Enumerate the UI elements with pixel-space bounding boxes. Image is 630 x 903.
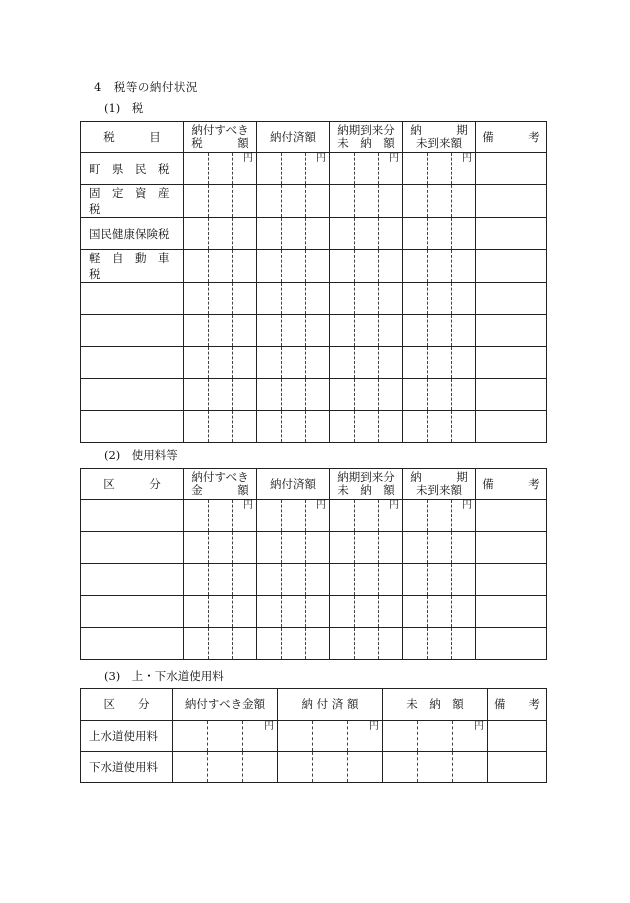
digit-divider bbox=[378, 283, 379, 314]
digit-divider bbox=[281, 628, 282, 659]
yen-unit: 円 bbox=[462, 500, 472, 511]
amount-cell[interactable] bbox=[184, 379, 257, 411]
section3-title: (3) 上・下水道使用料 bbox=[104, 669, 224, 683]
digit-divider bbox=[451, 283, 452, 314]
yen-unit: 円 bbox=[316, 500, 326, 511]
amount-cell[interactable] bbox=[184, 411, 257, 443]
digit-divider bbox=[427, 185, 428, 217]
digit-divider bbox=[305, 185, 306, 217]
digit-divider bbox=[451, 411, 452, 442]
row-label: 固 定 資 産 税 bbox=[81, 185, 184, 218]
digit-divider bbox=[354, 250, 355, 282]
digit-divider bbox=[281, 411, 282, 442]
row-label bbox=[81, 596, 184, 628]
digit-divider bbox=[452, 752, 453, 782]
header-overdue-unpaid: 納期到来分 未 納 額 bbox=[330, 469, 403, 500]
amount-cell[interactable] bbox=[184, 500, 257, 532]
digit-divider bbox=[312, 752, 313, 782]
amount-cell[interactable] bbox=[257, 628, 330, 660]
amount-cell[interactable] bbox=[184, 532, 257, 564]
yen-unit: 円 bbox=[389, 500, 399, 511]
digit-divider bbox=[427, 628, 428, 659]
digit-divider bbox=[427, 315, 428, 346]
table-row bbox=[81, 250, 547, 283]
row-label bbox=[81, 283, 184, 315]
yen-unit: 円 bbox=[243, 153, 253, 164]
table-row bbox=[81, 218, 547, 250]
yen-unit: 円 bbox=[243, 500, 253, 511]
section2-title: (2) 使用料等 bbox=[104, 448, 178, 462]
amount-cell[interactable] bbox=[403, 500, 476, 532]
digit-divider bbox=[312, 721, 313, 751]
digit-divider bbox=[305, 564, 306, 595]
digit-divider bbox=[232, 283, 233, 314]
digit-divider bbox=[347, 752, 348, 782]
remarks-cell[interactable] bbox=[476, 564, 547, 596]
table-row bbox=[81, 752, 547, 783]
digit-divider bbox=[427, 411, 428, 442]
amount-cell[interactable] bbox=[184, 628, 257, 660]
table-row bbox=[81, 500, 547, 532]
digit-divider bbox=[354, 315, 355, 346]
table-row bbox=[81, 628, 547, 660]
amount-cell[interactable] bbox=[257, 185, 330, 218]
amount-cell[interactable] bbox=[330, 532, 403, 564]
amount-cell[interactable] bbox=[257, 347, 330, 379]
digit-divider bbox=[305, 628, 306, 659]
amount-cell[interactable] bbox=[403, 250, 476, 283]
row-label bbox=[81, 411, 184, 443]
amount-cell[interactable] bbox=[278, 752, 383, 783]
table-row bbox=[81, 379, 547, 411]
digit-divider bbox=[208, 596, 209, 627]
digit-divider bbox=[305, 283, 306, 314]
digit-divider bbox=[281, 283, 282, 314]
digit-divider bbox=[417, 752, 418, 782]
digit-divider bbox=[232, 628, 233, 659]
amount-cell[interactable] bbox=[403, 347, 476, 379]
digit-divider bbox=[354, 411, 355, 442]
table-row bbox=[81, 347, 547, 379]
digit-divider bbox=[281, 250, 282, 282]
digit-divider bbox=[451, 185, 452, 217]
amount-cell[interactable] bbox=[403, 283, 476, 315]
remarks-cell[interactable] bbox=[476, 628, 547, 660]
header-due-amount: 納付すべき 税 額 bbox=[184, 122, 257, 153]
digit-divider bbox=[208, 347, 209, 378]
row-label bbox=[81, 532, 184, 564]
digit-divider bbox=[451, 628, 452, 659]
amount-cell[interactable] bbox=[330, 379, 403, 411]
digit-divider bbox=[378, 564, 379, 595]
header-paid-amount: 納 付 済 額 bbox=[278, 689, 383, 721]
amount-cell[interactable] bbox=[403, 185, 476, 218]
section1-title: (1) 税 bbox=[104, 101, 144, 115]
amount-cell[interactable] bbox=[184, 283, 257, 315]
digit-divider bbox=[305, 218, 306, 249]
digit-divider bbox=[451, 532, 452, 563]
digit-divider bbox=[427, 250, 428, 282]
digit-divider bbox=[378, 500, 379, 531]
digit-divider bbox=[427, 218, 428, 249]
digit-divider bbox=[208, 283, 209, 314]
digit-divider bbox=[232, 153, 233, 184]
digit-divider bbox=[281, 153, 282, 184]
water-fee-table bbox=[80, 688, 547, 783]
digit-divider bbox=[208, 218, 209, 249]
amount-cell[interactable] bbox=[330, 185, 403, 218]
amount-cell[interactable] bbox=[257, 283, 330, 315]
yen-unit: 円 bbox=[474, 721, 484, 732]
remarks-cell[interactable] bbox=[476, 283, 547, 315]
amount-cell[interactable] bbox=[257, 500, 330, 532]
digit-divider bbox=[427, 596, 428, 627]
header-remarks: 備 考 bbox=[476, 122, 547, 153]
digit-divider bbox=[354, 347, 355, 378]
row-label bbox=[81, 379, 184, 411]
amount-cell[interactable] bbox=[403, 218, 476, 250]
row-label: 下水道使用料 bbox=[81, 752, 173, 783]
amount-cell[interactable] bbox=[330, 347, 403, 379]
usage-fee-table-header bbox=[81, 469, 547, 500]
yen-unit: 円 bbox=[462, 153, 472, 164]
amount-cell[interactable] bbox=[173, 721, 278, 752]
digit-divider bbox=[232, 250, 233, 282]
amount-cell[interactable] bbox=[403, 564, 476, 596]
amount-cell[interactable] bbox=[330, 250, 403, 283]
digit-divider bbox=[208, 411, 209, 442]
row-label: 国民健康保険税 bbox=[81, 218, 184, 250]
amount-cell[interactable] bbox=[278, 721, 383, 752]
amount-cell[interactable] bbox=[184, 153, 257, 185]
digit-divider bbox=[451, 596, 452, 627]
amount-cell[interactable] bbox=[173, 752, 278, 783]
digit-divider bbox=[232, 564, 233, 595]
digit-divider bbox=[451, 564, 452, 595]
amount-cell[interactable] bbox=[403, 628, 476, 660]
amount-cell[interactable] bbox=[184, 315, 257, 347]
remarks-cell[interactable] bbox=[476, 596, 547, 628]
row-label bbox=[81, 564, 184, 596]
usage-fee-table bbox=[80, 468, 547, 660]
amount-cell[interactable] bbox=[330, 315, 403, 347]
amount-cell[interactable] bbox=[257, 411, 330, 443]
header-tax-item: 税 目 bbox=[81, 122, 184, 153]
digit-divider bbox=[427, 532, 428, 563]
table-row bbox=[81, 315, 547, 347]
digit-divider bbox=[354, 153, 355, 184]
page-heading: 4 税等の納付状況 bbox=[94, 80, 198, 94]
tax-table-header bbox=[81, 122, 547, 153]
digit-divider bbox=[451, 218, 452, 249]
digit-divider bbox=[427, 283, 428, 314]
digit-divider bbox=[427, 564, 428, 595]
amount-cell[interactable] bbox=[184, 347, 257, 379]
digit-divider bbox=[305, 532, 306, 563]
digit-divider bbox=[305, 596, 306, 627]
row-label bbox=[81, 500, 184, 532]
yen-unit: 円 bbox=[389, 153, 399, 164]
row-label: 町 県 民 税 bbox=[81, 153, 184, 185]
amount-cell[interactable] bbox=[330, 628, 403, 660]
digit-divider bbox=[451, 379, 452, 410]
digit-divider bbox=[232, 500, 233, 531]
header-remarks: 備 考 bbox=[476, 469, 547, 500]
yen-unit: 円 bbox=[369, 721, 379, 732]
header-not-yet-due: 納 期 未到来額 bbox=[403, 122, 476, 153]
yen-unit: 円 bbox=[264, 721, 274, 732]
digit-divider bbox=[378, 185, 379, 217]
digit-divider bbox=[208, 628, 209, 659]
digit-divider bbox=[378, 250, 379, 282]
digit-divider bbox=[378, 628, 379, 659]
digit-divider bbox=[378, 532, 379, 563]
amount-cell[interactable] bbox=[257, 532, 330, 564]
table-row bbox=[81, 532, 547, 564]
digit-divider bbox=[427, 347, 428, 378]
digit-divider bbox=[281, 532, 282, 563]
amount-cell[interactable] bbox=[330, 411, 403, 443]
amount-cell[interactable] bbox=[184, 596, 257, 628]
header-not-yet-due: 納 期 未到来額 bbox=[403, 469, 476, 500]
amount-cell[interactable] bbox=[257, 218, 330, 250]
digit-divider bbox=[281, 379, 282, 410]
amount-cell[interactable] bbox=[403, 379, 476, 411]
digit-divider bbox=[354, 218, 355, 249]
digit-divider bbox=[305, 411, 306, 442]
digit-divider bbox=[347, 721, 348, 751]
digit-divider bbox=[378, 379, 379, 410]
water-fee-table-header bbox=[81, 689, 547, 721]
digit-divider bbox=[281, 315, 282, 346]
amount-cell[interactable] bbox=[330, 596, 403, 628]
digit-divider bbox=[207, 752, 208, 782]
remarks-cell[interactable] bbox=[476, 315, 547, 347]
digit-divider bbox=[281, 347, 282, 378]
amount-cell[interactable] bbox=[403, 153, 476, 185]
amount-cell[interactable] bbox=[257, 379, 330, 411]
remarks-cell[interactable] bbox=[476, 379, 547, 411]
amount-cell[interactable] bbox=[184, 250, 257, 283]
remarks-cell[interactable] bbox=[476, 185, 547, 218]
header-due-amount: 納付すべき 金 額 bbox=[184, 469, 257, 500]
digit-divider bbox=[208, 500, 209, 531]
digit-divider bbox=[281, 218, 282, 249]
digit-divider bbox=[378, 347, 379, 378]
digit-divider bbox=[452, 721, 453, 751]
header-category: 区 分 bbox=[81, 469, 184, 500]
table-row bbox=[81, 411, 547, 443]
digit-divider bbox=[427, 500, 428, 531]
table-row bbox=[81, 283, 547, 315]
header-remarks: 備 考 bbox=[488, 689, 547, 721]
digit-divider bbox=[208, 185, 209, 217]
digit-divider bbox=[305, 250, 306, 282]
digit-divider bbox=[242, 752, 243, 782]
amount-cell[interactable] bbox=[257, 564, 330, 596]
digit-divider bbox=[427, 379, 428, 410]
digit-divider bbox=[378, 218, 379, 249]
digit-divider bbox=[354, 379, 355, 410]
table-row bbox=[81, 564, 547, 596]
amount-cell[interactable] bbox=[257, 153, 330, 185]
digit-divider bbox=[232, 347, 233, 378]
digit-divider bbox=[232, 411, 233, 442]
amount-cell[interactable] bbox=[257, 596, 330, 628]
header-overdue-unpaid: 納期到来分 未 納 額 bbox=[330, 122, 403, 153]
table-row bbox=[81, 153, 547, 185]
remarks-cell[interactable] bbox=[476, 153, 547, 185]
remarks-cell[interactable] bbox=[476, 218, 547, 250]
remarks-cell[interactable] bbox=[488, 752, 547, 783]
amount-cell[interactable] bbox=[383, 752, 488, 783]
digit-divider bbox=[451, 500, 452, 531]
header-unpaid-amount: 未 納 額 bbox=[383, 689, 488, 721]
digit-divider bbox=[354, 500, 355, 531]
digit-divider bbox=[232, 596, 233, 627]
digit-divider bbox=[354, 564, 355, 595]
digit-divider bbox=[232, 218, 233, 249]
row-label: 軽 自 動 車 税 bbox=[81, 250, 184, 283]
amount-cell[interactable] bbox=[184, 218, 257, 250]
amount-cell[interactable] bbox=[330, 564, 403, 596]
digit-divider bbox=[207, 721, 208, 751]
amount-cell[interactable] bbox=[330, 153, 403, 185]
row-label bbox=[81, 315, 184, 347]
digit-divider bbox=[281, 564, 282, 595]
amount-cell[interactable] bbox=[403, 315, 476, 347]
remarks-cell[interactable] bbox=[476, 500, 547, 532]
digit-divider bbox=[208, 153, 209, 184]
amount-cell[interactable] bbox=[403, 532, 476, 564]
table-row bbox=[81, 721, 547, 752]
digit-divider bbox=[305, 153, 306, 184]
amount-cell[interactable] bbox=[383, 721, 488, 752]
table-row bbox=[81, 596, 547, 628]
digit-divider bbox=[305, 347, 306, 378]
remarks-cell[interactable] bbox=[476, 411, 547, 443]
digit-divider bbox=[305, 379, 306, 410]
digit-divider bbox=[232, 315, 233, 346]
remarks-cell[interactable] bbox=[476, 532, 547, 564]
digit-divider bbox=[281, 596, 282, 627]
row-label bbox=[81, 347, 184, 379]
yen-unit: 円 bbox=[316, 153, 326, 164]
digit-divider bbox=[427, 153, 428, 184]
digit-divider bbox=[281, 500, 282, 531]
header-paid-amount: 納付済額 bbox=[257, 122, 330, 153]
digit-divider bbox=[378, 596, 379, 627]
digit-divider bbox=[232, 532, 233, 563]
digit-divider bbox=[378, 315, 379, 346]
remarks-cell[interactable] bbox=[476, 347, 547, 379]
digit-divider bbox=[208, 315, 209, 346]
digit-divider bbox=[354, 532, 355, 563]
amount-cell[interactable] bbox=[403, 596, 476, 628]
remarks-cell[interactable] bbox=[476, 250, 547, 283]
digit-divider bbox=[305, 500, 306, 531]
header-category: 区 分 bbox=[81, 689, 173, 721]
digit-divider bbox=[451, 315, 452, 346]
amount-cell[interactable] bbox=[330, 283, 403, 315]
amount-cell[interactable] bbox=[403, 411, 476, 443]
digit-divider bbox=[208, 532, 209, 563]
amount-cell[interactable] bbox=[184, 564, 257, 596]
digit-divider bbox=[232, 379, 233, 410]
digit-divider bbox=[354, 185, 355, 217]
digit-divider bbox=[451, 347, 452, 378]
digit-divider bbox=[378, 411, 379, 442]
header-due-amount: 納付すべき金額 bbox=[173, 689, 278, 721]
digit-divider bbox=[208, 250, 209, 282]
digit-divider bbox=[242, 721, 243, 751]
digit-divider bbox=[305, 315, 306, 346]
amount-cell[interactable] bbox=[257, 250, 330, 283]
digit-divider bbox=[208, 564, 209, 595]
digit-divider bbox=[451, 153, 452, 184]
digit-divider bbox=[208, 379, 209, 410]
digit-divider bbox=[451, 250, 452, 282]
row-label bbox=[81, 628, 184, 660]
table-row bbox=[81, 185, 547, 218]
digit-divider bbox=[378, 153, 379, 184]
amount-cell[interactable] bbox=[257, 315, 330, 347]
digit-divider bbox=[232, 185, 233, 217]
amount-cell[interactable] bbox=[330, 218, 403, 250]
digit-divider bbox=[417, 721, 418, 751]
digit-divider bbox=[354, 628, 355, 659]
amount-cell[interactable] bbox=[184, 185, 257, 218]
row-label: 上水道使用料 bbox=[81, 721, 173, 752]
header-paid-amount: 納付済額 bbox=[257, 469, 330, 500]
digit-divider bbox=[354, 283, 355, 314]
digit-divider bbox=[281, 185, 282, 217]
tax-table bbox=[80, 121, 547, 443]
digit-divider bbox=[354, 596, 355, 627]
remarks-cell[interactable] bbox=[488, 721, 547, 752]
amount-cell[interactable] bbox=[330, 500, 403, 532]
